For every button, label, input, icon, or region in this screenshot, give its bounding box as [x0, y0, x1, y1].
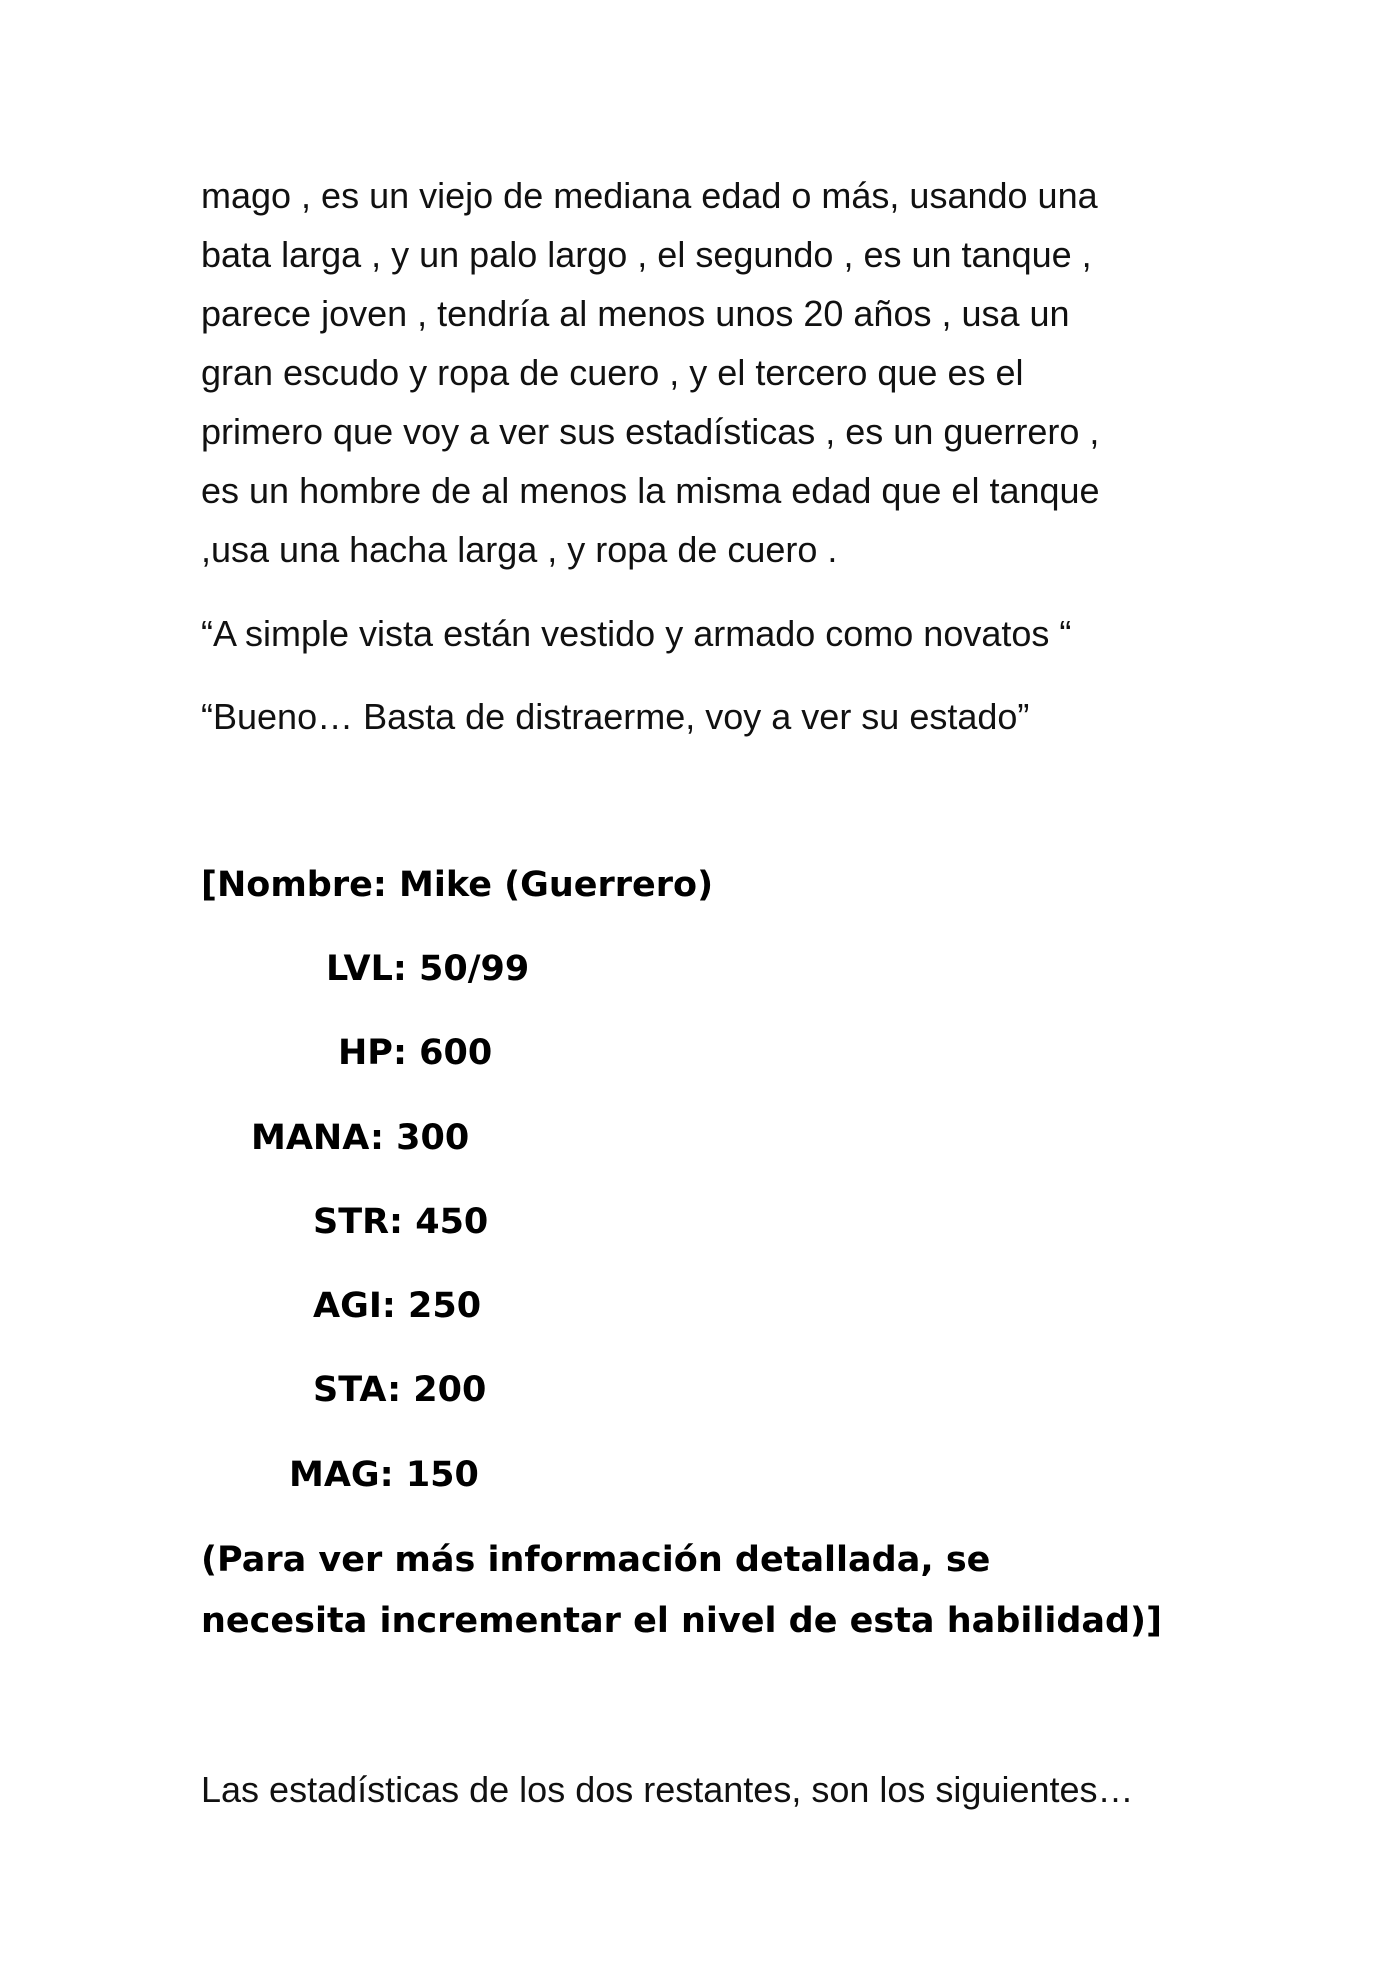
- paragraph-line: mago , es un viejo de mediana edad o más, usando una: [201, 175, 1098, 216]
- stat-sta: STA: 200: [313, 1370, 487, 1410]
- stat-str: STR: 450: [313, 1202, 489, 1242]
- paragraph-line: parece joven , tendría al menos unos 20 años , usa un: [201, 293, 1070, 334]
- paragraph-line: es un hombre de al menos la misma edad que el tanque: [201, 470, 1100, 511]
- status-name-line: [Nombre: Mike (Guerrero): [201, 865, 714, 905]
- stat-mana: MANA: 300: [251, 1118, 470, 1158]
- quote-first: “A simple vista están vestido y armado como novatos “: [201, 613, 1072, 654]
- paragraph-line: ,usa una hacha larga , y ropa de cuero .: [201, 529, 838, 570]
- stat-mag: MAG: 150: [289, 1455, 479, 1495]
- quote-second: “Bueno… Basta de distraerme, voy a ver su estado”: [201, 696, 1030, 737]
- paragraph-line: bata larga , y un palo largo , el segundo , es un tanque ,: [201, 234, 1092, 275]
- stat-agi: AGI: 250: [313, 1286, 482, 1326]
- note-line: (Para ver más información detallada, se: [201, 1540, 991, 1580]
- note-line: necesita incrementar el nivel de esta habilidad)]: [201, 1601, 1163, 1641]
- closing-line: Las estadísticas de los dos restantes, son los siguientes…: [201, 1769, 1134, 1810]
- narrative-paragraph: [201, 166, 1241, 579]
- status-note: [201, 1530, 1162, 1652]
- paragraph-line: gran escudo y ropa de cuero , y el tercero que es el: [201, 352, 1024, 393]
- stat-lvl: LVL: 50/99: [326, 949, 530, 989]
- paragraph-line: primero que voy a ver sus estadísticas , es un guerrero ,: [201, 411, 1100, 452]
- stat-hp: HP: 600: [338, 1033, 493, 1073]
